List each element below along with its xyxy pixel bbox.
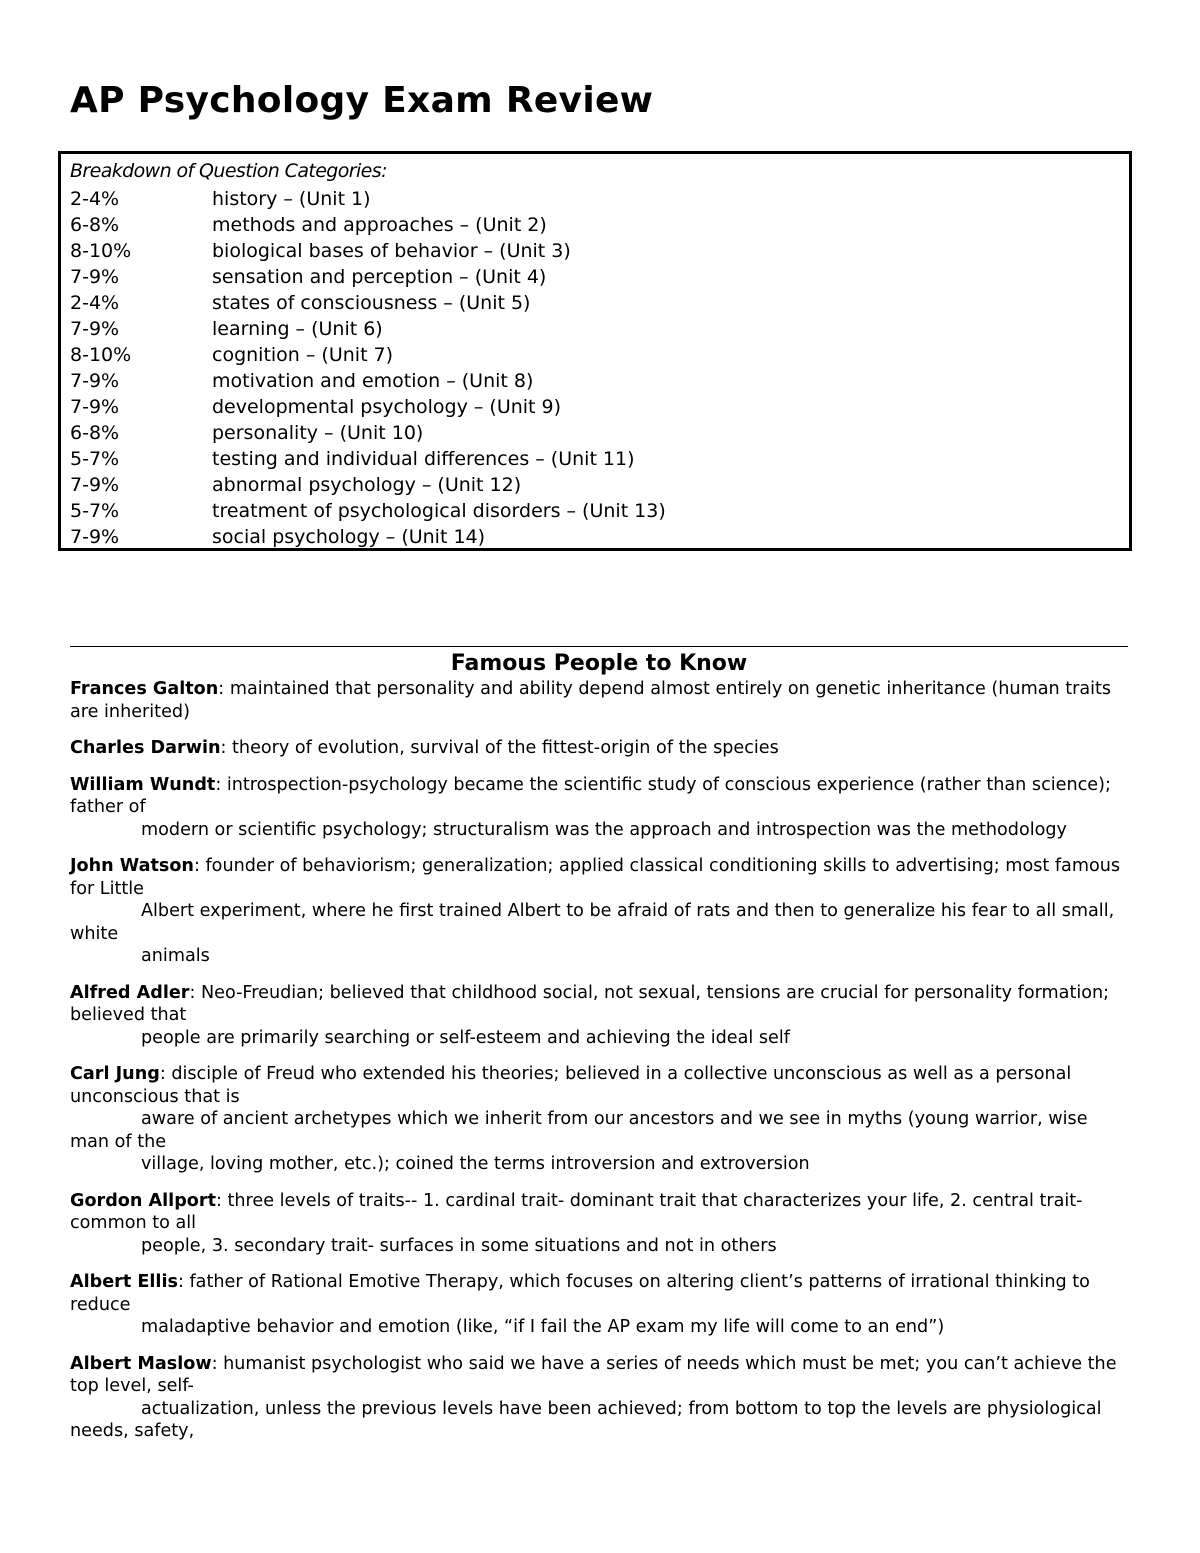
person-description [70, 1353, 1132, 1398]
person-description-continued: modern or scientific psychology; structuralism was the approach and introspection was the methodology [141, 819, 1067, 840]
person-name: Charles Darwin [70, 738, 221, 758]
person-description [70, 1063, 1132, 1108]
question-categories-box [58, 151, 1132, 551]
category-percentage: 2-4% [70, 188, 120, 210]
person-description-continued: actualization, unless the previous levels have been achieved; from bottom to top the levels are physiological needs, safety, [70, 1398, 1102, 1441]
person-description-text: : humanist psychologist who said we have a series of needs which must be met; you can’t achieve the top level, self- [70, 1353, 1117, 1396]
person-description [70, 1190, 1132, 1235]
person-description-continued: people are primarily searching or self-esteem and achieving the ideal self [141, 1027, 790, 1048]
person-description [70, 774, 1132, 819]
person-description [70, 855, 1132, 900]
person-description-continued: animals [141, 946, 210, 966]
person-entry [70, 737, 1132, 760]
person-description-continued: village, loving mother, etc.); coined the terms introversion and extroversion [141, 1154, 810, 1174]
category-percentage: 7-9% [70, 370, 120, 392]
person-description-text: : three levels of traits-- 1. cardinal trait- dominant trait that characterizes your life, 2. central trait- common to all [70, 1190, 1083, 1233]
person-description-text: : founder of behaviorism; generalization; applied classical conditioning skills to advertising; most famous for Little [70, 856, 1121, 899]
person-description-continued: people, 3. secondary trait- surfaces in some situations and not in others [141, 1235, 777, 1256]
category-percentage: 7-9% [70, 526, 120, 548]
person-name: Alfred Adler [70, 982, 190, 1003]
category-name: learning – (Unit 6) [212, 318, 383, 340]
category-percentage: 6-8% [70, 214, 120, 236]
category-percentage: 6-8% [70, 422, 120, 444]
category-percentage: 7-9% [70, 266, 120, 288]
category-name: treatment of psychological disorders – (Unit 13) [212, 500, 666, 522]
famous-people-heading: Famous People to Know [450, 651, 748, 676]
person-description-continued: Albert experiment, where he first trained Albert to be afraid of rats and then to generalize his fear to all small, white [70, 901, 1115, 944]
person-entry [70, 1353, 1132, 1443]
person-name: William Wundt [70, 774, 216, 795]
category-name: abnormal psychology – (Unit 12) [212, 474, 522, 496]
breakdown-heading: Breakdown of Question Categories: [70, 160, 387, 182]
category-name: testing and individual differences – (Unit 11) [212, 448, 635, 470]
person-name: Carl Jung [70, 1064, 160, 1084]
person-description [70, 982, 1132, 1027]
category-name: motivation and emotion – (Unit 8) [212, 370, 534, 392]
category-name: cognition – (Unit 7) [212, 344, 394, 366]
person-name: Albert Maslow [70, 1353, 212, 1374]
page-title: AP Psychology Exam Review [70, 80, 654, 121]
person-entry [70, 1190, 1132, 1258]
person-name: John Watson [70, 856, 194, 876]
person-description [70, 1271, 1132, 1316]
category-percentage: 7-9% [70, 396, 120, 418]
person-name: Albert Ellis [70, 1272, 178, 1292]
person-entry [70, 678, 1132, 723]
person-description-text: : introspection-psychology became the scientific study of conscious experience (rather than science); father of [70, 774, 1111, 817]
category-percentage: 8-10% [70, 344, 132, 366]
person-entry [70, 774, 1132, 842]
category-name: personality – (Unit 10) [212, 422, 424, 444]
category-name: social psychology – (Unit 14) [212, 526, 486, 548]
category-percentage: 7-9% [70, 318, 120, 340]
category-name: sensation and perception – (Unit 4) [212, 266, 547, 288]
person-description-continued: aware of ancient archetypes which we inherit from our ancestors and we see in myths (young warrior, wise man of the [70, 1109, 1088, 1152]
person-description-text: : father of Rational Emotive Therapy, which focuses on altering client’s patterns of irrational thinking to reduce [70, 1272, 1090, 1315]
person-name: Frances Galton [70, 679, 219, 699]
section-divider [70, 646, 1128, 647]
category-name: developmental psychology – (Unit 9) [212, 396, 562, 418]
person-description [70, 678, 1132, 723]
category-name: biological bases of behavior – (Unit 3) [212, 240, 571, 262]
person-entry [70, 1063, 1132, 1176]
person-description-text: : disciple of Freud who extended his theories; believed in a collective unconscious as well as a personal unconscious that is [70, 1064, 1072, 1107]
person-name: Gordon Allport [70, 1190, 216, 1211]
person-description-text: : theory of evolution, survival of the fittest-origin of the species [220, 738, 779, 758]
category-percentage: 2-4% [70, 292, 120, 314]
category-percentage: 7-9% [70, 474, 120, 496]
person-description [70, 737, 1132, 760]
person-entry [70, 1271, 1132, 1339]
category-percentage: 5-7% [70, 448, 120, 470]
category-percentage: 5-7% [70, 500, 120, 522]
person-entry [70, 855, 1132, 968]
category-name: states of consciousness – (Unit 5) [212, 292, 531, 314]
person-description-text: : Neo-Freudian; believed that childhood social, not sexual, tensions are crucial for personality formation; believed that [70, 982, 1110, 1025]
category-name: methods and approaches – (Unit 2) [212, 214, 547, 236]
famous-people-list [70, 678, 1132, 1457]
person-entry [70, 982, 1132, 1050]
person-description-text: : maintained that personality and ability depend almost entirely on genetic inheritance (human traits are inherited) [70, 679, 1112, 722]
category-percentage: 8-10% [70, 240, 132, 262]
category-name: history – (Unit 1) [212, 188, 371, 210]
person-description-continued: maladaptive behavior and emotion (like, “if I fail the AP exam my life will come to an end”) [141, 1317, 945, 1337]
